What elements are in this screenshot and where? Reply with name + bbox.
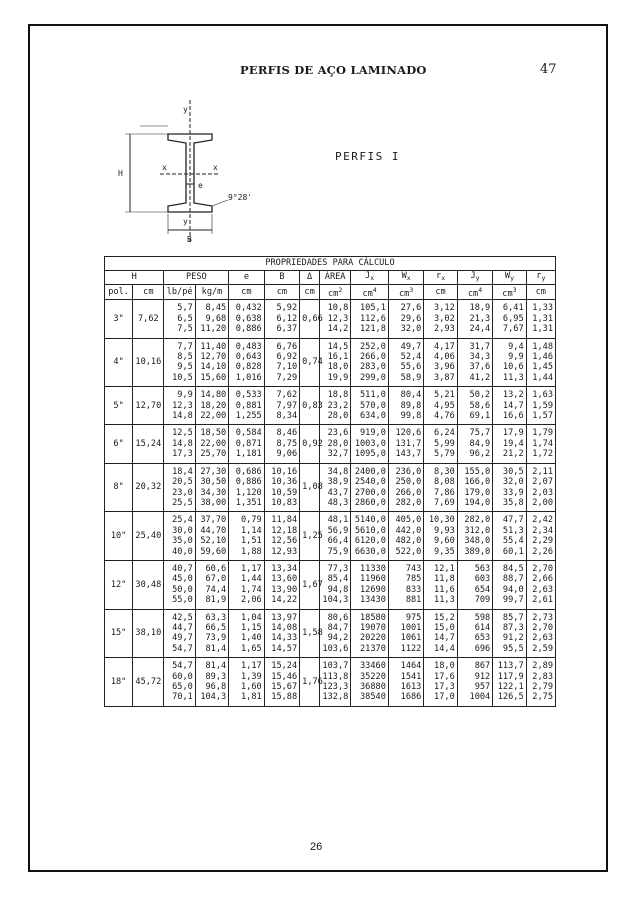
unit-header: $cm^4$ — [457, 285, 492, 300]
cell-delta: 0,92 — [300, 425, 320, 463]
cell-rx: 3,12 3,02 2,93 — [424, 300, 457, 338]
table-header-row — [105, 271, 556, 285]
cell-height-cm: 12,70 — [133, 387, 164, 425]
cell-jy: 867 912 957 1004 — [457, 658, 492, 707]
figure-title: PERFIS I — [335, 150, 400, 163]
cell-wy: 30,5 32,0 33,9 35,8 — [493, 463, 526, 512]
column-header: B — [264, 271, 299, 285]
cell-size-inches: 18" — [105, 658, 133, 707]
column-header: e — [229, 271, 264, 285]
cell-wx: 975 1001 1061 1122 — [388, 609, 423, 658]
table-row — [105, 609, 556, 658]
cell-weight-lb: 54,7 60,0 65,0 70,1 — [164, 658, 195, 707]
cell-flange-b: 8,46 8,75 9,06 — [264, 425, 299, 463]
cell-jx: 33460 35220 36880 38540 — [351, 658, 389, 707]
table-row — [105, 338, 556, 387]
cell-ry: 1,63 1,59 1,57 — [526, 387, 555, 425]
table-row — [105, 512, 556, 561]
unit-header: kg/m — [195, 285, 228, 300]
y-axis-top-label: y — [183, 105, 188, 114]
height-label: H — [118, 169, 123, 178]
unit-header: $cm^3$ — [493, 285, 526, 300]
cell-delta: 1,58 — [300, 609, 320, 658]
column-header: $W_y$ — [493, 271, 526, 285]
cell-ry: 2,73 2,70 2,63 2,59 — [526, 609, 555, 658]
properties-table — [104, 256, 556, 707]
cell-jy: 75,7 84,9 96,2 — [457, 425, 492, 463]
cell-wy: 47,7 51,3 55,4 60,1 — [493, 512, 526, 561]
cell-web-e: 1,17 1,39 1,60 1,81 — [229, 658, 264, 707]
footer-page-number: 26 — [310, 841, 323, 853]
cell-rx: 18,0 17,6 17,3 17,0 — [424, 658, 457, 707]
cell-delta: 1,08 — [300, 463, 320, 512]
cell-weight-lb: 18,4 20,5 23,0 25,5 — [164, 463, 195, 512]
cell-jx: 5140,0 5610,0 6120,0 6630,0 — [351, 512, 389, 561]
cell-web-e: 1,17 1,44 1,74 2,06 — [229, 560, 264, 609]
cell-weight-lb: 40,7 45,0 50,0 55,0 — [164, 560, 195, 609]
column-header: $J_x$ — [351, 271, 389, 285]
cell-jx: 11330 11960 12690 13430 — [351, 560, 389, 609]
cell-weight-kg: 27,30 30,50 34,30 38,00 — [195, 463, 228, 512]
unit-header: cm — [264, 285, 299, 300]
cell-delta: 0,66 — [300, 300, 320, 338]
cell-weight-kg: 81,4 89,3 96,8 104,3 — [195, 658, 228, 707]
cell-size-inches: 5" — [105, 387, 133, 425]
cell-size-inches: 15" — [105, 609, 133, 658]
cell-size-inches: 6" — [105, 425, 133, 463]
cell-weight-lb: 25,4 30,0 35,0 40,0 — [164, 512, 195, 561]
cell-height-cm: 30,48 — [133, 560, 164, 609]
cell-ry: 1,79 1,74 1,72 — [526, 425, 555, 463]
cell-jy: 18,9 21,3 24,4 — [457, 300, 492, 338]
cell-area: 34,8 38,9 43,7 48,3 — [319, 463, 350, 512]
cell-weight-lb: 42,5 44,7 49,7 54,7 — [164, 609, 195, 658]
cell-flange-b: 13,97 14,08 14,33 14,57 — [264, 609, 299, 658]
unit-header: pol. — [105, 285, 133, 300]
cell-height-cm: 20,32 — [133, 463, 164, 512]
cell-delta: 0,83 — [300, 387, 320, 425]
cell-flange-b: 5,92 6,12 6,37 — [264, 300, 299, 338]
cell-flange-b: 6,76 6,92 7,10 7,29 — [264, 338, 299, 387]
cell-jy: 563 603 654 709 — [457, 560, 492, 609]
cell-weight-lb: 7,7 8,5 9,5 10,5 — [164, 338, 195, 387]
column-header: H — [105, 271, 164, 285]
table-header — [105, 257, 556, 300]
cell-area: 18,8 23,2 28,0 — [319, 387, 350, 425]
cell-wx: 120,6 131,7 143,7 — [388, 425, 423, 463]
cell-jx: 511,0 570,0 634,0 — [351, 387, 389, 425]
page-header-number: 47 — [540, 62, 557, 77]
cell-wy: 6,41 6,95 7,67 — [493, 300, 526, 338]
cell-weight-kg: 60,6 67,0 74,4 81,9 — [195, 560, 228, 609]
cell-flange-b: 10,16 10,36 10,59 10,83 — [264, 463, 299, 512]
flange-angle-label: 9°28' — [228, 193, 253, 202]
table-row — [105, 463, 556, 512]
cell-jy: 598 614 653 696 — [457, 609, 492, 658]
cell-wy: 17,9 19,4 21,2 — [493, 425, 526, 463]
cell-wx: 27,6 29,6 32,0 — [388, 300, 423, 338]
cell-wx: 1464 1541 1613 1686 — [388, 658, 423, 707]
cell-wy: 84,5 88,7 94,0 99,7 — [493, 560, 526, 609]
flange-width-label: B — [187, 235, 192, 244]
cell-size-inches: 10" — [105, 512, 133, 561]
cell-ry: 1,33 1,31 1,31 — [526, 300, 555, 338]
cell-weight-kg: 18,50 22,00 25,70 — [195, 425, 228, 463]
cell-wx: 236,0 250,0 266,0 282,0 — [388, 463, 423, 512]
cell-web-e: 0,79 1,14 1,51 1,88 — [229, 512, 264, 561]
cell-wy: 113,7 117,9 122,1 126,5 — [493, 658, 526, 707]
column-header: $r_y$ — [526, 271, 555, 285]
cell-area: 48,1 56,9 66,4 75,9 — [319, 512, 350, 561]
table-units-row — [105, 285, 556, 300]
y-axis-bottom-label: y — [183, 217, 188, 226]
unit-header: cm — [300, 285, 320, 300]
page-header-title: PERFIS DE AÇO LAMINADO — [240, 63, 427, 77]
cell-jx: 105,1 112,6 121,8 — [351, 300, 389, 338]
cell-area: 14,5 16,1 18,0 19,9 — [319, 338, 350, 387]
cell-weight-kg: 11,40 12,70 14,10 15,60 — [195, 338, 228, 387]
cell-rx: 5,21 4,95 4,76 — [424, 387, 457, 425]
column-header: PESO — [164, 271, 229, 285]
web-thickness-label: e — [198, 181, 203, 190]
unit-header: cm — [424, 285, 457, 300]
unit-header: $cm^2$ — [319, 285, 350, 300]
cell-area: 23,6 28,0 32,7 — [319, 425, 350, 463]
table-body — [105, 300, 556, 706]
cell-delta: 1,25 — [300, 512, 320, 561]
cell-jy: 31,7 34,3 37,6 41,2 — [457, 338, 492, 387]
cell-height-cm: 45,72 — [133, 658, 164, 707]
cell-web-e: 0,533 0,881 1,255 — [229, 387, 264, 425]
table-row — [105, 560, 556, 609]
cell-web-e: 1,04 1,15 1,40 1,65 — [229, 609, 264, 658]
cell-rx: 6,24 5,99 5,79 — [424, 425, 457, 463]
cell-size-inches: 8" — [105, 463, 133, 512]
cell-rx: 10,30 9,93 9,60 9,35 — [424, 512, 457, 561]
cell-wy: 85,7 87,3 91,2 95,5 — [493, 609, 526, 658]
i-beam-diagram — [110, 92, 270, 247]
cell-flange-b: 13,34 13,60 13,90 14,22 — [264, 560, 299, 609]
cell-jx: 2400,0 2540,0 2700,0 2860,0 — [351, 463, 389, 512]
cell-ry: 2,11 2,07 2,03 2,00 — [526, 463, 555, 512]
table-row — [105, 300, 556, 338]
cell-web-e: 0,483 0,643 0,828 1,016 — [229, 338, 264, 387]
cell-wx: 80,4 89,8 99,8 — [388, 387, 423, 425]
cell-wy: 9,4 9,9 10,6 11,3 — [493, 338, 526, 387]
x-axis-left-label: x — [162, 163, 167, 172]
table-row — [105, 425, 556, 463]
cell-weight-kg: 14,80 18,20 22,00 — [195, 387, 228, 425]
table-row — [105, 658, 556, 707]
cell-ry: 2,70 2,66 2,63 2,61 — [526, 560, 555, 609]
cell-weight-lb: 9,9 12,3 14,8 — [164, 387, 195, 425]
cell-area: 80,6 84,7 94,2 103,6 — [319, 609, 350, 658]
cell-height-cm: 15,24 — [133, 425, 164, 463]
cell-size-inches: 4" — [105, 338, 133, 387]
unit-header: cm — [133, 285, 164, 300]
cell-area: 77,3 85,4 94,8 104,3 — [319, 560, 350, 609]
cell-height-cm: 38,10 — [133, 609, 164, 658]
cell-weight-kg: 37,70 44,70 52,10 59,60 — [195, 512, 228, 561]
cell-jx: 18580 19070 20220 21370 — [351, 609, 389, 658]
cell-height-cm: 10,16 — [133, 338, 164, 387]
column-header: ÁREA — [319, 271, 350, 285]
cell-weight-lb: 5,7 6,5 7,5 — [164, 300, 195, 338]
cell-jy: 155,0 166,0 179,0 194,0 — [457, 463, 492, 512]
unit-header: cm — [526, 285, 555, 300]
cell-wy: 13,2 14,7 16,6 — [493, 387, 526, 425]
cell-rx: 4,17 4,06 3,96 3,87 — [424, 338, 457, 387]
cell-web-e: 0,432 0,638 0,886 — [229, 300, 264, 338]
cell-rx: 15,2 15,0 14,7 14,4 — [424, 609, 457, 658]
unit-header: $cm^3$ — [388, 285, 423, 300]
cell-delta: 1,76 — [300, 658, 320, 707]
column-header: Δ — [300, 271, 320, 285]
cell-delta: 1,67 — [300, 560, 320, 609]
cell-ry: 2,42 2,34 2,29 2,26 — [526, 512, 555, 561]
cell-ry: 2,89 2,83 2,79 2,75 — [526, 658, 555, 707]
cell-web-e: 0,584 0,871 1,181 — [229, 425, 264, 463]
unit-header: lb/pé — [164, 285, 195, 300]
cell-rx: 8,30 8,08 7,86 7,69 — [424, 463, 457, 512]
cell-wx: 743 785 833 881 — [388, 560, 423, 609]
cell-jx: 252,0 266,0 283,0 299,0 — [351, 338, 389, 387]
cell-wx: 405,0 442,0 482,0 522,0 — [388, 512, 423, 561]
cell-flange-b: 7,62 7,97 8,34 — [264, 387, 299, 425]
table-caption: PROPRIEDADES PARA CÁLCULO — [105, 257, 556, 271]
x-axis-right-label: x — [213, 163, 218, 172]
cell-area: 103,7 113,8 123,3 132,8 — [319, 658, 350, 707]
cell-flange-b: 11,84 12,18 12,56 12,93 — [264, 512, 299, 561]
column-header: $J_y$ — [457, 271, 492, 285]
cell-size-inches: 3" — [105, 300, 133, 338]
cell-height-cm: 7,62 — [133, 300, 164, 338]
cell-delta: 0,74 — [300, 338, 320, 387]
cell-height-cm: 25,40 — [133, 512, 164, 561]
cell-web-e: 0,686 0,886 1,120 1,351 — [229, 463, 264, 512]
unit-header: cm — [229, 285, 264, 300]
cell-size-inches: 12" — [105, 560, 133, 609]
cell-wx: 49,7 52,4 55,6 58,9 — [388, 338, 423, 387]
cell-weight-kg: 63,3 66,5 73,9 81,4 — [195, 609, 228, 658]
cell-weight-lb: 12,5 14,8 17,3 — [164, 425, 195, 463]
cell-jy: 282,0 312,0 348,0 389,0 — [457, 512, 492, 561]
unit-header: $cm^4$ — [351, 285, 389, 300]
table-row — [105, 387, 556, 425]
cell-rx: 12,1 11,8 11,6 11,3 — [424, 560, 457, 609]
column-header: $r_x$ — [424, 271, 457, 285]
cell-area: 10,8 12,3 14,2 — [319, 300, 350, 338]
column-header: $W_x$ — [388, 271, 423, 285]
cell-ry: 1,48 1,46 1,45 1,44 — [526, 338, 555, 387]
cell-flange-b: 15,24 15,46 15,67 15,88 — [264, 658, 299, 707]
cell-jy: 50,2 58,6 69,1 — [457, 387, 492, 425]
cell-weight-kg: 8,45 9,68 11,20 — [195, 300, 228, 338]
cell-jx: 919,0 1003,0 1095,0 — [351, 425, 389, 463]
